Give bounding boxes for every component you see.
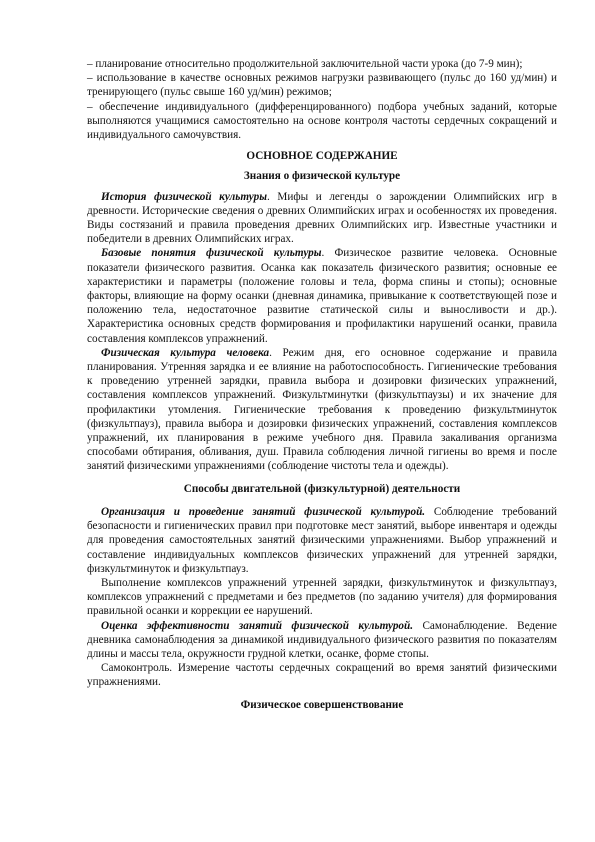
intro-item: – обеспечение индивидуального (дифференцированного) подбора учебных заданий, которые выполняются учащимися самостоятельно на основе контроля частоты сердечных сокращений и индивидуального самочувствия. <box>87 100 557 142</box>
paragraph-human-culture <box>87 346 557 474</box>
paragraph-title: История физической культуры <box>101 190 267 203</box>
paragraph-body: . Физическое развитие человека. Основные показатели физического развития. Осанка как показатель физического развития; основные ее характеристики и параметры (положение головы и тела, форма спины и стопы); основные факторы, влияющие на форму осанки (дневная динамика, привыкание к соответствующей позе и положению тела, недостаточное развитие статической силы и выносливости и др.). Характеристика основных средств формирования и профилактики нарушений осанки, правила составления комплексов упражнений. <box>87 247 557 345</box>
paragraph-body: . Режим дня, его основное содержание и правила планирования. Утренняя зарядка и ее влияние на работоспособность. Гигиенические требования к проведению утренней зарядки, правила выбора и дозировки физических упражнений, составления комплексов упражнений. Физкультминутки (физкультпаузы) и их значение для профилактики утомления. Гигиенические требования к проведению физкультминуток (физкультпауз), правила выбора и дозировки физических упражнений, составления комплексов упражнений, их планирования в режиме учебного дня. Правила закаливания организма способами обтирания, обливания, душ. Правила соблюдения личной гигиены во время и после занятий физическими упражнениями (соблюдение чистоты тела и одежды). <box>87 346 557 473</box>
section-heading-knowledge: Знания о физической культуре <box>243 170 401 183</box>
paragraph-self-control: Самоконтроль. Измерение частоты сердечных сокращений во время занятий физическими упражнениями. <box>87 662 557 689</box>
intro-item: – использование в качестве основных режимов нагрузки развивающего (пульс до 160 уд/мин) и тренирующего (пульс свыше 160 уд/мин) режимов; <box>87 72 557 99</box>
paragraph-title: Физическая культура человека <box>101 346 270 359</box>
paragraph-title: Базовые понятия физической культуры <box>101 247 322 260</box>
paragraph-body: . Мифы и легенды о зарождении Олимпийских игр в древности. Исторические сведения о древних Олимпийских играх и особенностях их проведения. Виды состязаний и правила проведения древних Олимпийских игр. Известные участники и победители в древних Олимпийских играх. <box>87 190 558 246</box>
intro-item: – планирование относительно продолжительной заключительной части урока (до 7-9 мин); <box>87 58 523 70</box>
paragraph-body: Самонаблюдение. Ведение дневника самонаблюдения за динамикой индивидуального физического развития по показателям длины и массы тела, окружности грудной клетки, осанке, форме стопы. <box>87 619 557 660</box>
paragraph-body: Соблюдение требований безопасности и гигиенических правил при подготовке мест занятий, выборе инвентаря и одежды для проведения самостоятельных занятий физическими упражнениями. Выбор упражнений и составление индивидуальных комплексов физических упражнений для утренней зарядки, физкультминуток и физкультпауз. <box>87 505 557 575</box>
paragraph-title: Оценка эффективности занятий физической культурой. <box>101 619 414 632</box>
paragraph-history <box>87 190 557 247</box>
document-page <box>87 57 557 712</box>
paragraph-organization <box>87 505 557 576</box>
section-heading-perfection: Физическое совершенствование <box>240 698 404 711</box>
paragraph-execution: Выполнение комплексов упражнений утренней зарядки, физкультминуток и физкультпауз, комплексов упражнений с предметами и без предметов (по заданию учителя) для формирования правильной осанки и коррекции ее нарушений. <box>87 576 557 618</box>
paragraph-evaluation <box>87 619 557 662</box>
main-heading: ОСНОВНОЕ СОДЕРЖАНИЕ <box>246 150 398 163</box>
paragraph-title: Организация и проведение занятий физической культурой. <box>101 505 426 518</box>
paragraph-basic-concepts <box>87 246 557 345</box>
section-heading-methods: Способы двигательной (физкультурной) деятельности <box>183 482 461 495</box>
